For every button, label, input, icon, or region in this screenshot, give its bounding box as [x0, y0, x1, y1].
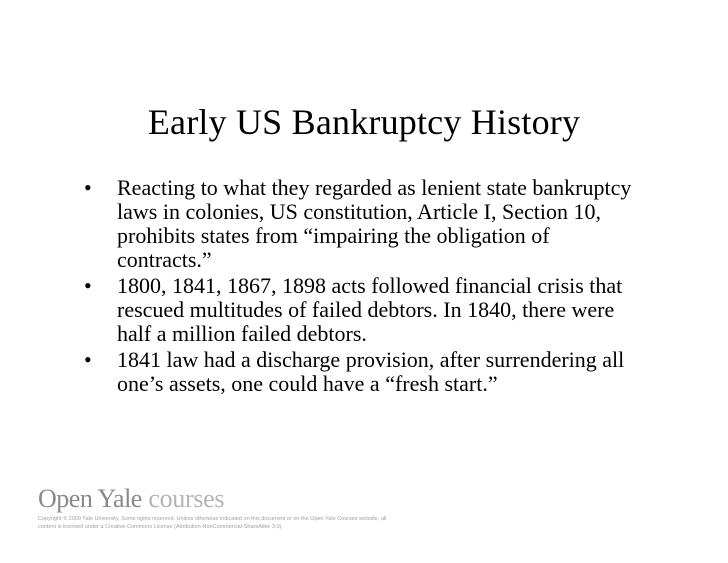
bullet-item: [82, 176, 642, 272]
open-yale-courses-logo: [38, 484, 224, 514]
bullet-marker: •: [84, 347, 92, 372]
logo-main-text: Open Yale: [38, 484, 142, 513]
bullet-item: [82, 348, 642, 396]
slide-title: Early US Bankruptcy History: [147, 102, 581, 142]
bullet-text: 1841 law had a discharge provision, after surrendering all one’s assets, one could have a “fresh start.”: [117, 347, 625, 396]
bullet-marker: •: [84, 175, 92, 200]
bullet-text: 1800, 1841, 1867, 1898 acts followed financial crisis that rescued multitudes of failed debtors. In 1840, there were half a million failed debtors.: [117, 273, 623, 346]
bullet-text: Reacting to what they regarded as lenient state bankruptcy laws in colonies, US constitution, Article I, Section 10, prohibits states from “impairing the obligation of contracts.”: [117, 175, 632, 272]
bullet-item: [82, 274, 642, 346]
logo-sub-text: courses: [148, 484, 225, 513]
bullet-list: [82, 176, 642, 398]
copyright-notice: Copyright © 2009 Yale University. Some rights reserved. Unless otherwise indicated on this document or on the Open Yale Courses website, all content is licensed under a Creative Commons License (Attribution-NonCommercial-ShareAlike 3.0).: [38, 516, 387, 530]
bullet-marker: •: [84, 273, 92, 298]
